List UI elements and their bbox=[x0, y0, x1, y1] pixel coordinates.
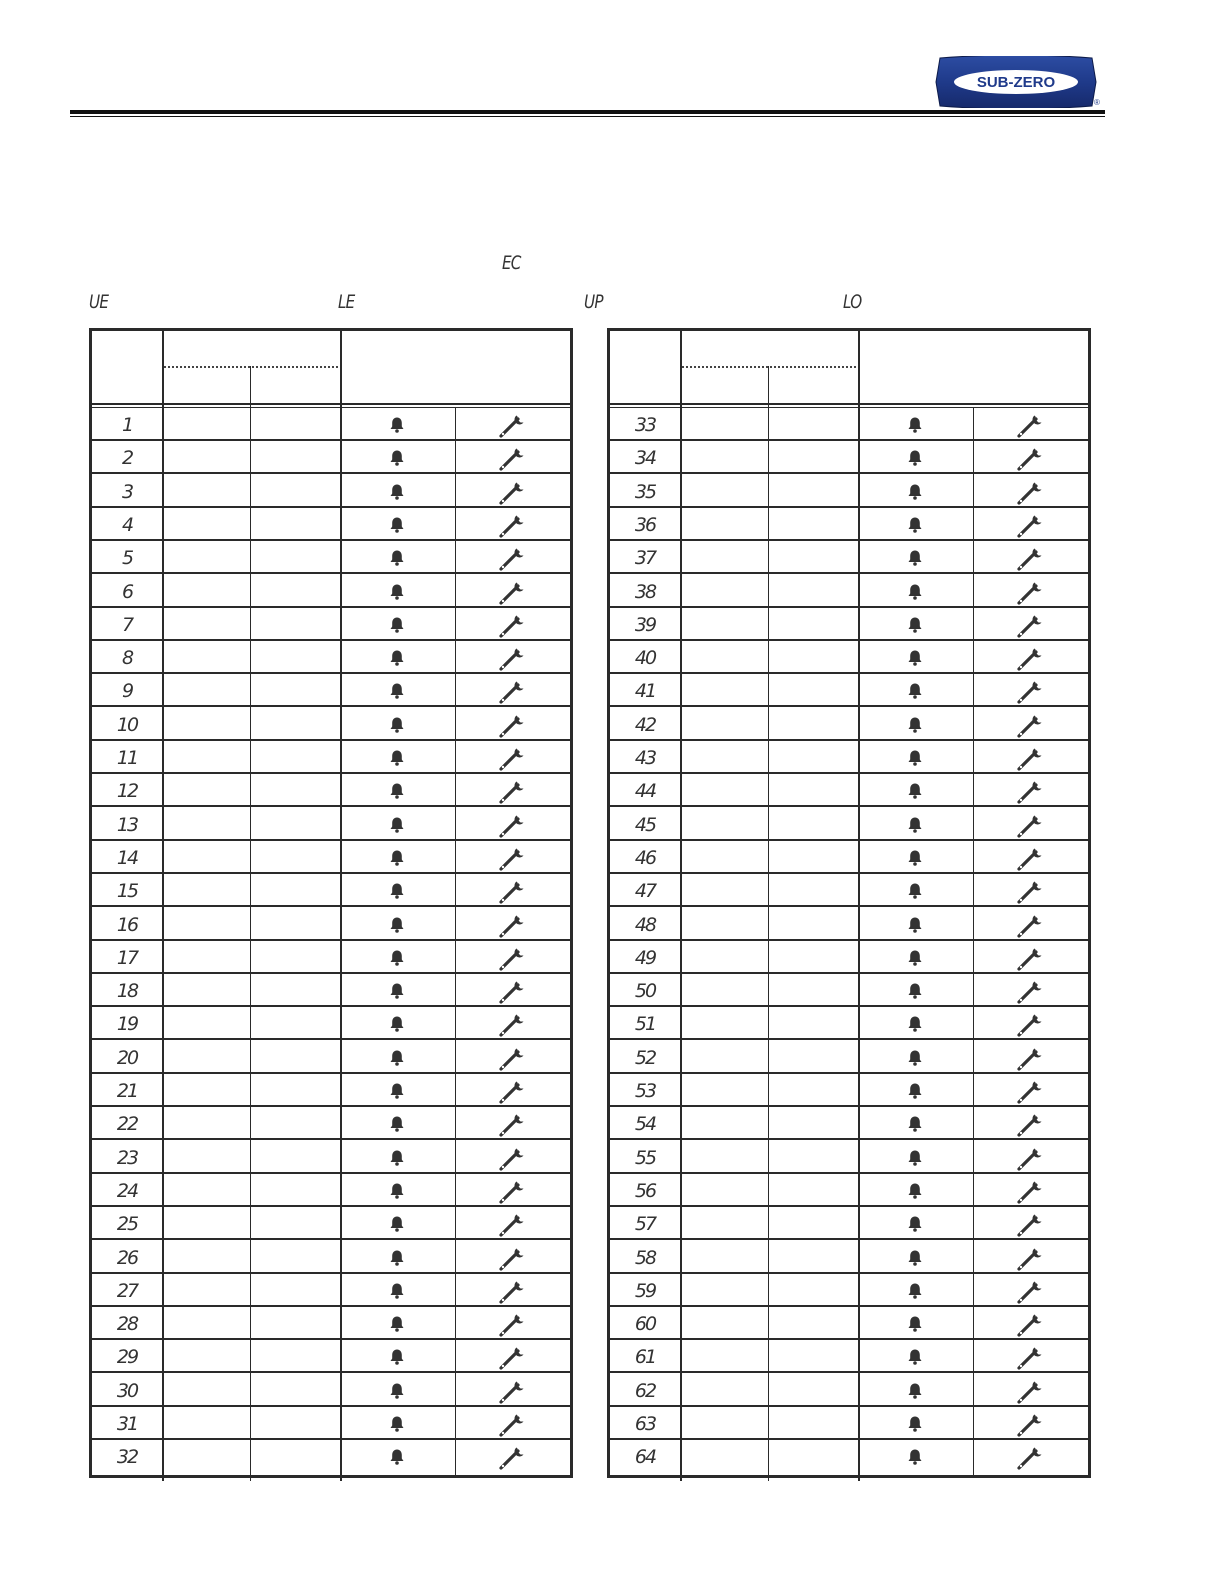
bell-icon bbox=[388, 1082, 406, 1100]
bell-icon bbox=[388, 449, 406, 467]
bell-icon bbox=[906, 483, 924, 501]
table-row bbox=[610, 1374, 1088, 1407]
row-number: 4 bbox=[121, 513, 133, 536]
table-row bbox=[610, 741, 1088, 774]
row-number: 39 bbox=[634, 613, 656, 636]
row-number: 12 bbox=[116, 780, 138, 803]
row-number: 15 bbox=[116, 880, 138, 903]
bell-icon bbox=[906, 583, 924, 601]
table-row bbox=[610, 608, 1088, 641]
row-number: 62 bbox=[634, 1379, 656, 1402]
table-row bbox=[92, 1407, 570, 1440]
wrench-icon bbox=[498, 977, 528, 1005]
table-row bbox=[610, 841, 1088, 874]
table-row bbox=[92, 475, 570, 508]
wrench-icon bbox=[498, 1410, 528, 1438]
wrench-icon bbox=[498, 677, 528, 705]
row-number: 8 bbox=[121, 647, 133, 670]
table-row bbox=[610, 1174, 1088, 1207]
row-number: 7 bbox=[121, 613, 133, 636]
row-number: 16 bbox=[116, 913, 138, 936]
bell-icon bbox=[906, 782, 924, 800]
wrench-icon bbox=[498, 411, 528, 439]
table-row bbox=[92, 1007, 570, 1040]
bell-icon bbox=[388, 816, 406, 834]
wrench-icon bbox=[1016, 677, 1046, 705]
bell-icon bbox=[906, 816, 924, 834]
bell-icon bbox=[388, 1382, 406, 1400]
table-row bbox=[92, 674, 570, 707]
table-row bbox=[610, 1074, 1088, 1107]
table-row bbox=[610, 908, 1088, 941]
table-row bbox=[92, 1074, 570, 1107]
table-row bbox=[610, 1440, 1088, 1473]
table-row bbox=[92, 841, 570, 874]
table-row bbox=[92, 941, 570, 974]
wrench-icon bbox=[1016, 911, 1046, 939]
bell-icon bbox=[906, 1082, 924, 1100]
bell-icon bbox=[906, 916, 924, 934]
bell-icon bbox=[388, 1448, 406, 1466]
row-number: 53 bbox=[634, 1080, 656, 1102]
wrench-icon bbox=[1016, 944, 1046, 972]
wrench-icon bbox=[1016, 1110, 1046, 1138]
bell-icon bbox=[388, 882, 406, 900]
bell-icon bbox=[388, 1182, 406, 1200]
row-number: 31 bbox=[116, 1413, 138, 1435]
bell-icon bbox=[906, 649, 924, 667]
row-number: 57 bbox=[634, 1213, 656, 1236]
wrench-icon bbox=[1016, 1077, 1046, 1105]
wrench-icon bbox=[1016, 1144, 1046, 1172]
table-row bbox=[92, 1241, 570, 1274]
table-row bbox=[92, 1107, 570, 1140]
wrench-icon bbox=[498, 911, 528, 939]
table-row bbox=[610, 641, 1088, 674]
log-table-left bbox=[89, 328, 573, 1478]
bell-icon bbox=[906, 1315, 924, 1333]
row-number: 44 bbox=[634, 780, 656, 803]
row-number: 63 bbox=[634, 1413, 656, 1435]
row-number: 64 bbox=[634, 1446, 656, 1469]
row-number: 19 bbox=[116, 1013, 138, 1036]
wrench-icon bbox=[498, 811, 528, 839]
wrench-icon bbox=[1016, 1377, 1046, 1405]
row-number: 45 bbox=[634, 813, 656, 836]
row-number: 48 bbox=[634, 913, 656, 936]
bell-icon bbox=[906, 549, 924, 567]
table-row bbox=[92, 1440, 570, 1473]
table-row bbox=[610, 408, 1088, 441]
bell-icon bbox=[906, 849, 924, 867]
header-dotted-divider bbox=[682, 366, 856, 368]
row-number: 3 bbox=[121, 480, 133, 503]
table-row bbox=[92, 1207, 570, 1240]
row-number: 5 bbox=[121, 547, 133, 570]
bell-icon bbox=[906, 449, 924, 467]
row-number: 27 bbox=[116, 1279, 138, 1302]
table-row bbox=[610, 508, 1088, 541]
wrench-icon bbox=[498, 1277, 528, 1305]
row-number: 61 bbox=[634, 1346, 656, 1369]
table-row bbox=[610, 1307, 1088, 1340]
wrench-icon bbox=[1016, 544, 1046, 572]
table-row bbox=[610, 575, 1088, 608]
wrench-icon bbox=[1016, 1210, 1046, 1238]
table-row bbox=[92, 508, 570, 541]
table-row bbox=[92, 541, 570, 574]
row-number: 2 bbox=[121, 447, 133, 470]
row-number: 47 bbox=[634, 880, 656, 903]
sub-zero-logo bbox=[934, 56, 1098, 108]
row-number: 46 bbox=[634, 846, 656, 869]
wrench-icon bbox=[498, 1343, 528, 1371]
table-row bbox=[92, 1340, 570, 1373]
table-row bbox=[610, 475, 1088, 508]
table-row bbox=[610, 774, 1088, 807]
table-row bbox=[610, 808, 1088, 841]
wrench-icon bbox=[1016, 511, 1046, 539]
bell-icon bbox=[906, 516, 924, 534]
wrench-icon bbox=[498, 611, 528, 639]
header-rule bbox=[70, 110, 1105, 114]
bell-icon bbox=[388, 1149, 406, 1167]
bell-icon bbox=[906, 1049, 924, 1067]
table-row bbox=[92, 1374, 570, 1407]
bell-icon bbox=[906, 1215, 924, 1233]
wrench-icon bbox=[498, 1077, 528, 1105]
code-le: LE bbox=[338, 291, 355, 313]
bell-icon bbox=[388, 1282, 406, 1300]
wrench-icon bbox=[498, 744, 528, 772]
wrench-icon bbox=[498, 544, 528, 572]
wrench-icon bbox=[1016, 611, 1046, 639]
bell-icon bbox=[388, 1315, 406, 1333]
table-row bbox=[610, 1041, 1088, 1074]
row-number: 25 bbox=[116, 1213, 138, 1236]
table-row bbox=[610, 1141, 1088, 1174]
wrench-icon bbox=[1016, 1277, 1046, 1305]
wrench-icon bbox=[1016, 411, 1046, 439]
bell-icon bbox=[388, 749, 406, 767]
wrench-icon bbox=[1016, 1410, 1046, 1438]
row-number: 28 bbox=[116, 1313, 138, 1336]
row-number: 40 bbox=[634, 647, 656, 670]
wrench-icon bbox=[1016, 877, 1046, 905]
row-number: 37 bbox=[634, 547, 656, 570]
wrench-icon bbox=[498, 1110, 528, 1138]
table-row bbox=[92, 974, 570, 1007]
bell-icon bbox=[388, 649, 406, 667]
wrench-icon bbox=[498, 1443, 528, 1471]
bell-icon bbox=[906, 416, 924, 434]
bell-icon bbox=[906, 1182, 924, 1200]
bell-icon bbox=[388, 516, 406, 534]
wrench-icon bbox=[1016, 1177, 1046, 1205]
row-number: 32 bbox=[116, 1446, 138, 1469]
table-row bbox=[610, 1340, 1088, 1373]
bell-icon bbox=[906, 1282, 924, 1300]
table-row bbox=[610, 1241, 1088, 1274]
row-number: 58 bbox=[634, 1246, 656, 1269]
wrench-icon bbox=[498, 777, 528, 805]
bell-icon bbox=[906, 1249, 924, 1267]
log-table-right bbox=[607, 328, 1091, 1478]
wrench-icon bbox=[498, 1377, 528, 1405]
row-number: 22 bbox=[116, 1113, 138, 1136]
bell-icon bbox=[388, 949, 406, 967]
bell-icon bbox=[906, 749, 924, 767]
wrench-icon bbox=[498, 1010, 528, 1038]
table-row bbox=[92, 608, 570, 641]
row-number: 33 bbox=[634, 414, 656, 436]
table-row bbox=[92, 741, 570, 774]
bell-icon bbox=[388, 782, 406, 800]
table-row bbox=[92, 575, 570, 608]
table-row bbox=[610, 874, 1088, 907]
row-number: 29 bbox=[116, 1346, 138, 1369]
row-number: 49 bbox=[634, 946, 656, 969]
wrench-icon bbox=[1016, 1310, 1046, 1338]
wrench-icon bbox=[498, 578, 528, 606]
bell-icon bbox=[388, 1215, 406, 1233]
wrench-icon bbox=[1016, 744, 1046, 772]
wrench-icon bbox=[498, 1244, 528, 1272]
row-number: 34 bbox=[634, 447, 656, 470]
bell-icon bbox=[388, 716, 406, 734]
row-number: 38 bbox=[634, 580, 656, 603]
bell-icon bbox=[388, 916, 406, 934]
wrench-icon bbox=[1016, 578, 1046, 606]
wrench-icon bbox=[1016, 1343, 1046, 1371]
header-dotted-divider bbox=[164, 366, 338, 368]
wrench-icon bbox=[498, 1144, 528, 1172]
row-number: 35 bbox=[634, 480, 656, 503]
row-number: 18 bbox=[116, 980, 138, 1003]
bell-icon bbox=[388, 1015, 406, 1033]
table-row bbox=[610, 674, 1088, 707]
row-number: 1 bbox=[121, 414, 133, 436]
row-number: 42 bbox=[634, 713, 656, 736]
table-row bbox=[92, 908, 570, 941]
wrench-icon bbox=[1016, 777, 1046, 805]
table-row bbox=[610, 541, 1088, 574]
table-row bbox=[92, 641, 570, 674]
row-number: 17 bbox=[116, 946, 138, 969]
bell-icon bbox=[906, 949, 924, 967]
row-number: 59 bbox=[634, 1279, 656, 1302]
wrench-icon bbox=[1016, 1010, 1046, 1038]
bell-icon bbox=[906, 682, 924, 700]
table-row bbox=[92, 708, 570, 741]
wrench-icon bbox=[1016, 844, 1046, 872]
row-number: 60 bbox=[634, 1313, 656, 1336]
table-row bbox=[92, 1041, 570, 1074]
table-row bbox=[92, 441, 570, 474]
row-number: 14 bbox=[116, 846, 138, 869]
row-number: 20 bbox=[116, 1046, 138, 1069]
table-row bbox=[92, 1307, 570, 1340]
bell-icon bbox=[906, 1348, 924, 1366]
code-ue: UE bbox=[89, 291, 109, 313]
row-number: 36 bbox=[634, 513, 656, 536]
table-row bbox=[610, 441, 1088, 474]
bell-icon bbox=[906, 1382, 924, 1400]
table-row bbox=[610, 1007, 1088, 1040]
svg-text:SUB-ZERO: SUB-ZERO bbox=[976, 74, 1056, 91]
row-number: 43 bbox=[634, 747, 656, 769]
wrench-icon bbox=[498, 478, 528, 506]
row-number: 56 bbox=[634, 1179, 656, 1202]
wrench-icon bbox=[498, 877, 528, 905]
header-rule-thin bbox=[70, 116, 1105, 117]
table-row bbox=[92, 1174, 570, 1207]
bell-icon bbox=[906, 982, 924, 1000]
bell-icon bbox=[388, 1249, 406, 1267]
bell-icon bbox=[388, 549, 406, 567]
bell-icon bbox=[906, 882, 924, 900]
table-row bbox=[610, 708, 1088, 741]
row-number: 10 bbox=[116, 713, 138, 736]
row-number: 51 bbox=[634, 1013, 656, 1036]
wrench-icon bbox=[498, 511, 528, 539]
bell-icon bbox=[388, 416, 406, 434]
table-row bbox=[610, 1207, 1088, 1240]
code-lo: LO bbox=[843, 291, 862, 313]
wrench-icon bbox=[1016, 478, 1046, 506]
bell-icon bbox=[906, 616, 924, 634]
table-row bbox=[92, 774, 570, 807]
row-number: 21 bbox=[116, 1080, 138, 1102]
wrench-icon bbox=[498, 1044, 528, 1072]
wrench-icon bbox=[498, 944, 528, 972]
row-number: 41 bbox=[634, 680, 656, 703]
code-ec: EC bbox=[502, 252, 521, 274]
bell-icon bbox=[388, 982, 406, 1000]
table-row bbox=[92, 808, 570, 841]
table-row bbox=[92, 1274, 570, 1307]
row-number: 50 bbox=[634, 980, 656, 1003]
wrench-icon bbox=[498, 444, 528, 472]
wrench-icon bbox=[1016, 644, 1046, 672]
wrench-icon bbox=[498, 1310, 528, 1338]
bell-icon bbox=[906, 1149, 924, 1167]
table-row bbox=[92, 1141, 570, 1174]
row-number: 9 bbox=[121, 680, 133, 703]
bell-icon bbox=[388, 483, 406, 501]
bell-icon bbox=[388, 682, 406, 700]
bell-icon bbox=[388, 583, 406, 601]
table-row bbox=[610, 941, 1088, 974]
row-number: 55 bbox=[634, 1146, 656, 1169]
registered-mark: ® bbox=[1094, 98, 1100, 107]
bell-icon bbox=[906, 1448, 924, 1466]
row-number: 26 bbox=[116, 1246, 138, 1269]
wrench-icon bbox=[498, 1210, 528, 1238]
bell-icon bbox=[906, 1015, 924, 1033]
bell-icon bbox=[906, 1415, 924, 1433]
table-row bbox=[92, 874, 570, 907]
bell-icon bbox=[388, 1049, 406, 1067]
row-number: 6 bbox=[121, 580, 133, 603]
wrench-icon bbox=[498, 1177, 528, 1205]
wrench-icon bbox=[1016, 1044, 1046, 1072]
row-number: 13 bbox=[116, 813, 138, 836]
wrench-icon bbox=[498, 644, 528, 672]
bell-icon bbox=[906, 716, 924, 734]
row-number: 23 bbox=[116, 1146, 138, 1169]
bell-icon bbox=[388, 849, 406, 867]
wrench-icon bbox=[1016, 977, 1046, 1005]
bell-icon bbox=[388, 1415, 406, 1433]
code-up: UP bbox=[584, 291, 603, 313]
table-row bbox=[610, 1107, 1088, 1140]
bell-icon bbox=[388, 1348, 406, 1366]
table-row bbox=[92, 408, 570, 441]
row-number: 52 bbox=[634, 1046, 656, 1069]
wrench-icon bbox=[498, 844, 528, 872]
bell-icon bbox=[388, 1115, 406, 1133]
row-number: 24 bbox=[116, 1179, 138, 1202]
table-row bbox=[610, 1274, 1088, 1307]
table-row bbox=[610, 974, 1088, 1007]
wrench-icon bbox=[1016, 1244, 1046, 1272]
wrench-icon bbox=[1016, 1443, 1046, 1471]
row-number: 54 bbox=[634, 1113, 656, 1136]
table-row bbox=[610, 1407, 1088, 1440]
wrench-icon bbox=[1016, 711, 1046, 739]
row-number: 11 bbox=[116, 747, 138, 769]
wrench-icon bbox=[498, 711, 528, 739]
wrench-icon bbox=[1016, 811, 1046, 839]
bell-icon bbox=[388, 616, 406, 634]
bell-icon bbox=[906, 1115, 924, 1133]
wrench-icon bbox=[1016, 444, 1046, 472]
row-number: 30 bbox=[116, 1379, 138, 1402]
